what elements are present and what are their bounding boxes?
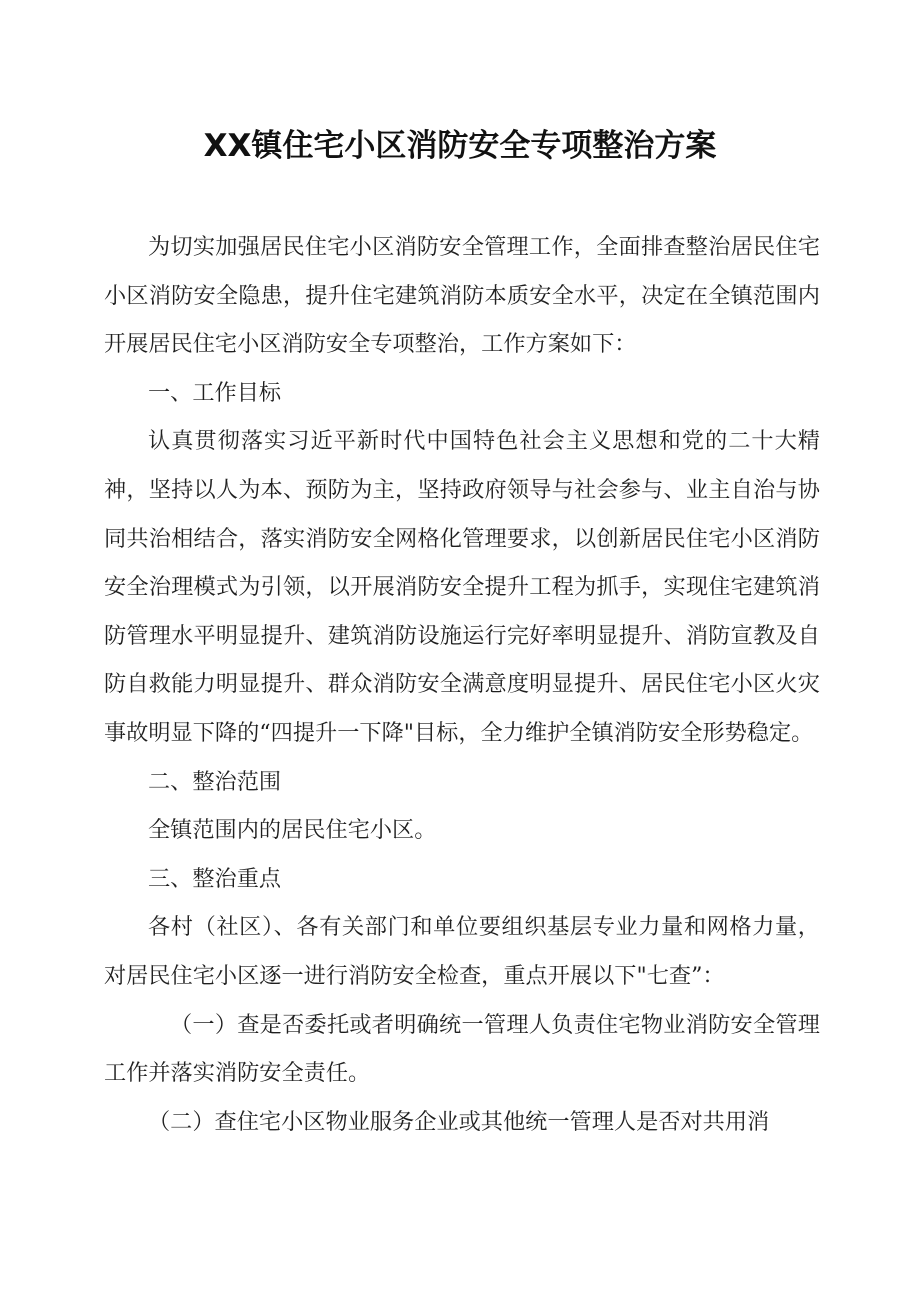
goals-paragraph: 认真贯彻落实习近平新时代中国特色社会主义思想和党的二十大精神，坚持以人为本、预防为主，坚持政府领导与社会参与、业主自治与协同共治相结合，落实消防安全网格化管理要求，以创新居民住宅小区消防安全治理模式为引领，以开展消防安全提升工程为抓手，实现住宅建筑消防管理水平明显提升、建筑消防设施运行完好率明显提升、消防宣教及自防自救能力明显提升、群众消防安全满意度明显提升、居民住宅小区火灾事故明显下降的“四提升一下降"目标，全力维护全镇消防安全形势稳定。 — [104, 428, 820, 746]
document-title: XX镇住宅小区消防安全专项整治方案 — [203, 128, 717, 164]
intro-paragraph: 为切实加强居民住宅小区消防安全管理工作，全面排查整治居民住宅小区消防安全隐患，提升住宅建筑消防本质安全水平，决定在全镇范围内开展居民住宅小区消防安全专项整治，工作方案如下： — [104, 234, 820, 358]
focus-paragraph: 各村（社区）、各有关部门和单位要组织基层专业力量和网格力量，对居民住宅小区逐一进行消防安全检查，重点开展以下"七查”： — [104, 914, 820, 989]
document-body — [104, 223, 820, 1146]
section-heading-goals: 一、工作目标 — [148, 379, 282, 406]
item-one-paragraph: （一）查是否委托或者明确统一管理人负责住宅物业消防安全管理工作并落实消防安全责任。 — [104, 1011, 820, 1087]
section-heading-scope: 二、整治范围 — [148, 768, 282, 795]
scope-paragraph: 全镇范围内的居民住宅小区。 — [148, 817, 437, 844]
section-heading-focus: 三、整治重点 — [148, 865, 282, 892]
item-two-paragraph: （二）查住宅小区物业服务企业或其他统一管理人是否对共用消 — [148, 1108, 770, 1135]
